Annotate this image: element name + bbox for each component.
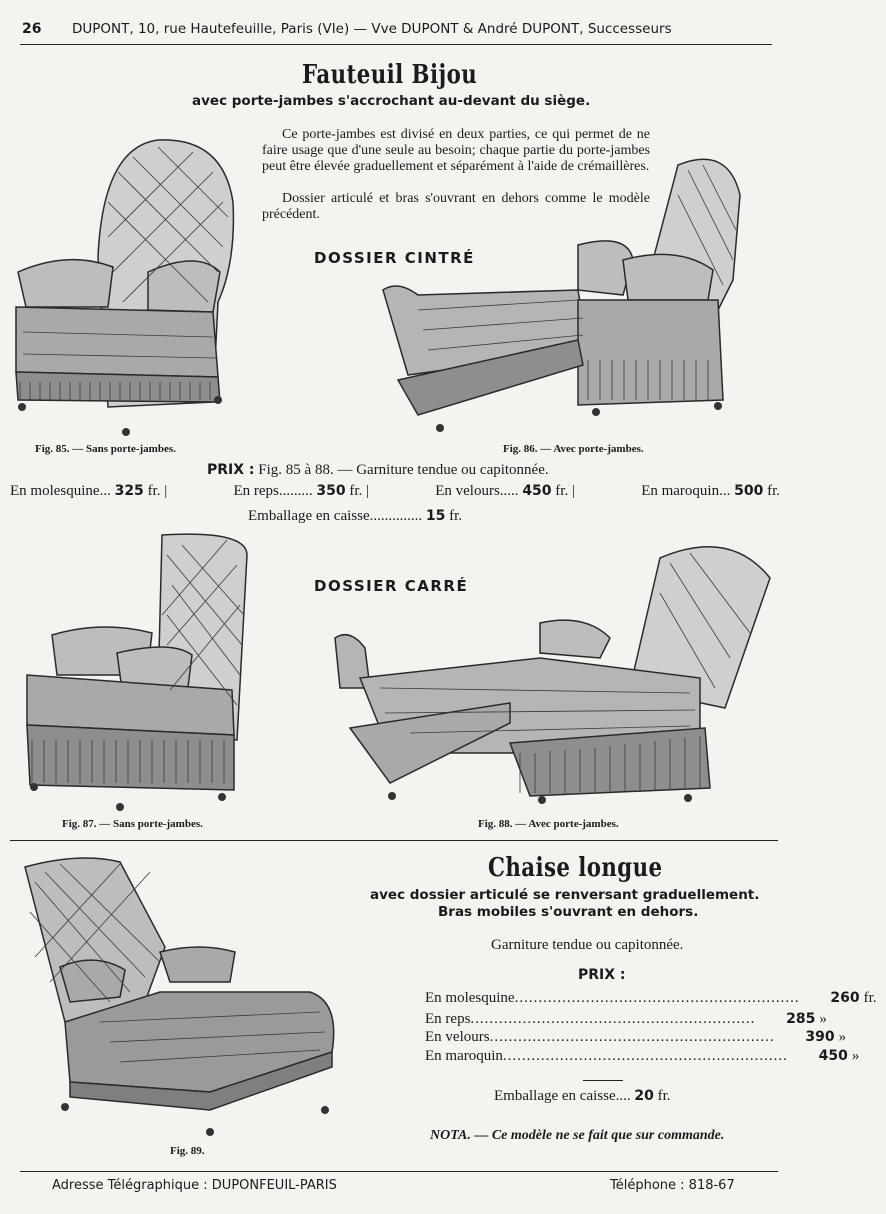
chaise-price-velours: En velours ............................................................ 390 » (425, 1029, 847, 1045)
section-dossier-carre: DOSSIER CARRÉ (314, 577, 469, 595)
chaise-nota: NOTA. — Ce modèle ne se fait que sur commande. (430, 1128, 725, 1143)
chaise-subtitle-2: Bras mobiles s'ouvrant en dehors. (438, 904, 699, 920)
fig87-armchair-illustration (22, 525, 252, 815)
fig88-caption: Fig. 88. — Avec porte-jambes. (478, 818, 619, 830)
footer-rule (20, 1171, 778, 1172)
fauteuil-paragraph-1: Ce porte-jambes est divisé en deux parties, ce qui permet de ne faire usage que d'une seule au besoin; chaque partie du porte-jambes peut être élevée graduellement et séparément à l'aide de crémaillères. (262, 127, 650, 174)
fauteuil-emballage: Emballage en caisse.............. 15 fr. (248, 508, 463, 524)
section-dossier-cintre: DOSSIER CINTRÉ (314, 249, 475, 267)
chaise-emballage: Emballage en caisse.... 20 fr. (494, 1088, 671, 1104)
price-item-velours: En velours..... 450 fr. | (435, 483, 575, 499)
fig86-caption: Fig. 86. — Avec porte-jambes. (503, 443, 644, 455)
fig86-reclined-armchair-illustration (378, 150, 774, 435)
chaise-price-maroquin: En maroquin ............................................................ 450 » (425, 1048, 860, 1064)
chaise-garniture: Garniture tendue ou capitonnée. (491, 937, 684, 953)
fauteuil-prices-row (10, 483, 780, 500)
chaise-price-rule (583, 1080, 623, 1081)
fauteuil-prix-desc: Fig. 85 à 88. — Garniture tendue ou capitonnée. (258, 462, 549, 478)
fig89-caption: Fig. 89. (170, 1145, 205, 1157)
fauteuil-prix-label: PRIX : (207, 462, 255, 478)
chaise-price-molesquine: En molesquine ............................................................ 260 fr. (425, 990, 877, 1006)
page-number: 26 (22, 21, 42, 37)
page-header: DUPONT, 10, rue Hautefeuille, Paris (VIe) — Vve DUPONT & André DUPONT, Successeurs (72, 21, 672, 37)
fauteuil-paragraph-2: Dossier articulé et bras s'ouvrant en dehors comme le modèle précédent. (262, 191, 650, 222)
fig89-chaise-longue-illustration (20, 852, 338, 1144)
chaise-subtitle-1: avec dossier articulé se renversant graduellement. (370, 887, 760, 903)
fauteuil-title: Fauteuil Bijou (302, 60, 478, 90)
chaise-title: Chaise longue (488, 853, 663, 883)
section-divider (10, 840, 778, 841)
fig87-caption: Fig. 87. — Sans porte-jambes. (62, 818, 203, 830)
price-item-molesquine: En molesquine... 325 fr. | (10, 483, 168, 499)
fauteuil-subtitle: avec porte-jambes s'accrochant au-devant du siège. (192, 93, 591, 109)
fig85-caption: Fig. 85. — Sans porte-jambes. (35, 443, 176, 455)
fig85-armchair-illustration (8, 132, 253, 442)
chaise-price-reps: En reps ............................................................ 285 » (425, 1011, 827, 1027)
fig88-reclined-armchair-illustration (330, 538, 772, 806)
price-item-maroquin: En maroquin... 500 fr. (641, 483, 780, 499)
footer-telephone: Téléphone : 818-67 (610, 1178, 735, 1193)
footer-address: Adresse Télégraphique : DUPONFEUIL-PARIS (52, 1178, 337, 1193)
header-rule (20, 44, 772, 45)
chaise-prix-label: PRIX : (578, 967, 626, 983)
price-item-reps: En reps......... 350 fr. | (233, 483, 370, 499)
fauteuil-prix-line (207, 462, 549, 479)
